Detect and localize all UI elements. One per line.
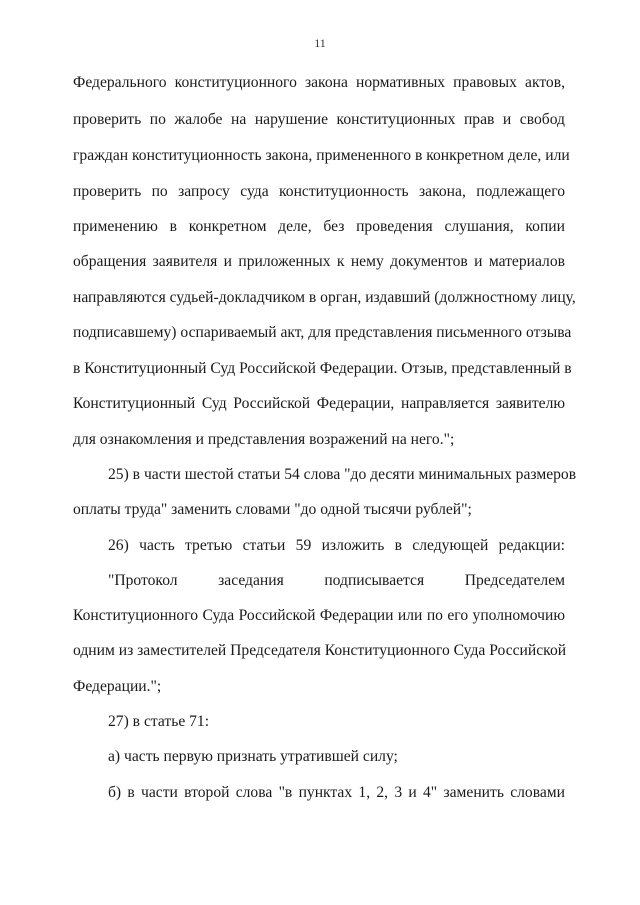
quoted-text-line: одним из заместителей Председателя Конституционного Суда Российской xyxy=(73,642,567,659)
text-line: оплаты труда" заменить словами "до одной тысячи рублей"; xyxy=(73,501,472,518)
sub-item-b: б) в части второй слова "в пунктах 1, 2, 3 и 4" заменить словами xyxy=(108,784,565,801)
quoted-text-line: Федерации."; xyxy=(73,678,162,695)
text-line: для ознакомления и представления возражений на него."; xyxy=(73,431,455,448)
text-line: применению в конкретном деле, без проведения слушания, копии xyxy=(73,218,565,235)
text-line: в Конституционный Суд Российской Федерации. Отзыв, представленный в xyxy=(73,360,572,377)
text-line: Федерального конституционного закона нормативных правовых актов, xyxy=(73,74,565,91)
text-line: проверить по жалобе на нарушение конституционных прав и свобод xyxy=(73,111,565,128)
text-line: граждан конституционность закона, примененного в конкретном деле, или xyxy=(73,147,570,164)
text-line: обращения заявителя и приложенных к нему документов и материалов xyxy=(73,253,565,270)
quoted-text-line: "Протокол заседания подписывается Председателем xyxy=(108,572,565,589)
text-line: направляются судьей-докладчиком в орган, издавший (должностному лицу, xyxy=(73,289,576,306)
amendment-item-26: 26) часть третью статьи 59 изложить в следующей редакции: xyxy=(108,537,565,554)
amendment-item-25: 25) в части шестой статьи 54 слова "до десяти минимальных размеров xyxy=(108,466,577,483)
page-number: 11 xyxy=(314,36,326,50)
amendment-item-27: 27) в статье 71: xyxy=(108,713,210,730)
text-line: проверить по запросу суда конституционность закона, подлежащего xyxy=(73,183,565,200)
text-line: подписавшему) оспариваемый акт, для представления письменного отзыва xyxy=(73,324,572,341)
quoted-text-line: Конституционного Суда Российской Федерации или по его уполномочию xyxy=(73,607,565,624)
text-line: Конституционный Суд Российской Федерации, направляется заявителю xyxy=(73,395,565,412)
sub-item-a: а) часть первую признать утратившей силу; xyxy=(108,748,398,765)
